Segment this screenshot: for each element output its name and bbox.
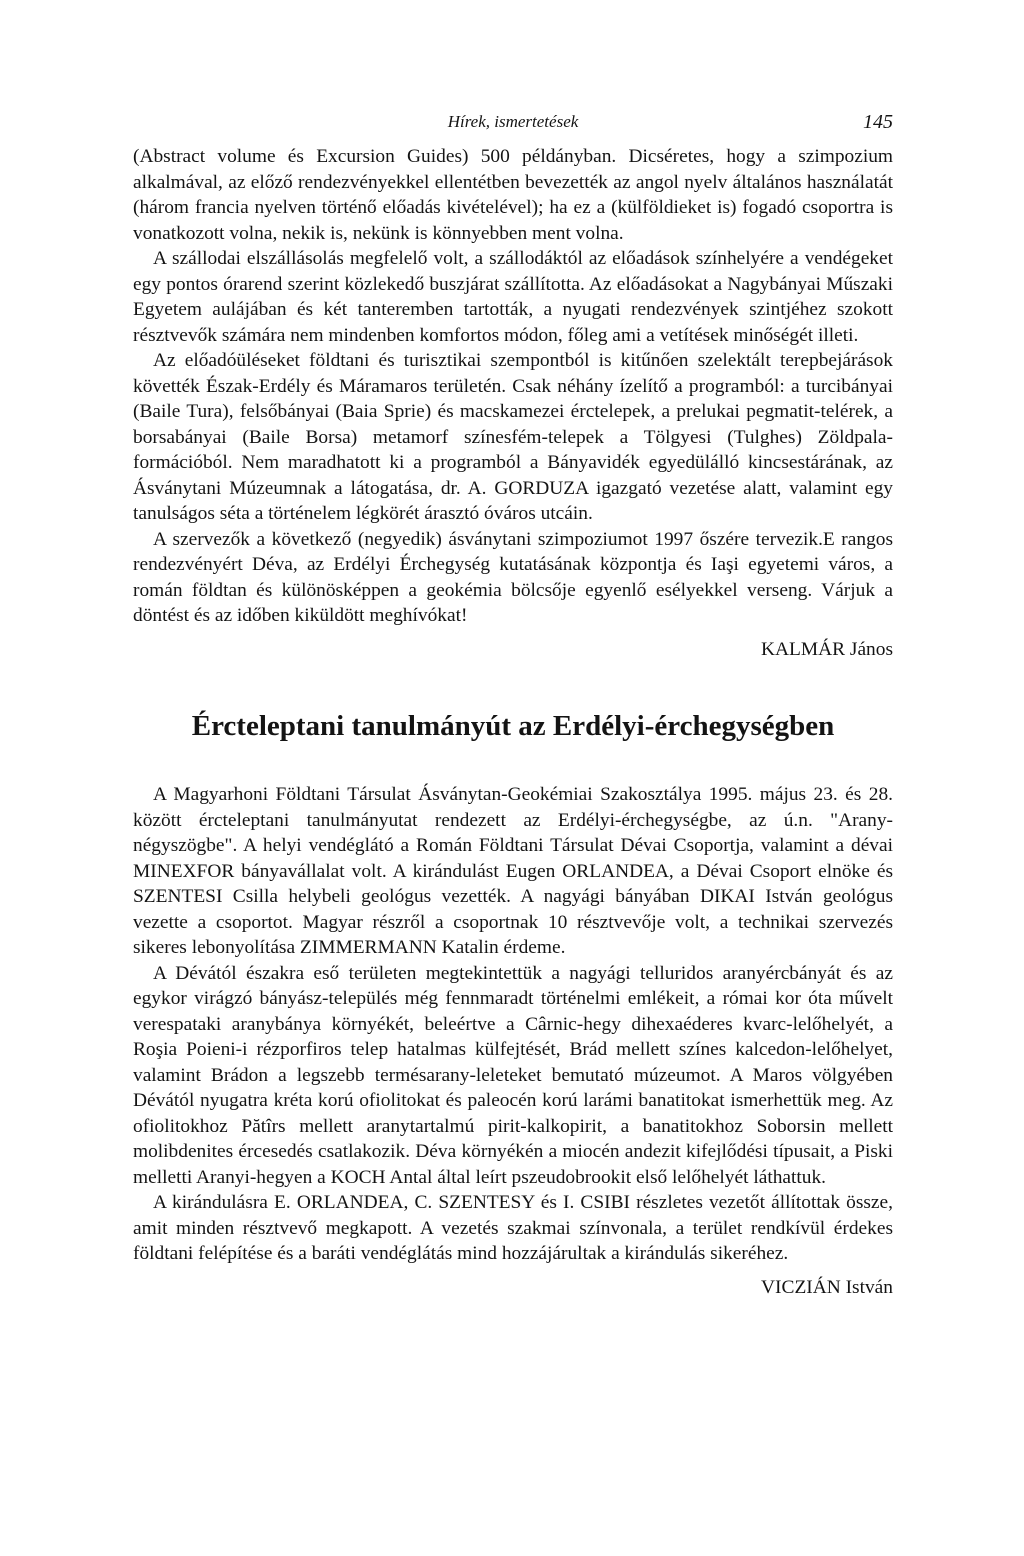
article-1-paragraph: A szállodai elszállásolás megfelelő volt, a szállodáktól az előadások színhelyére a vendégeket egy pontos órarend szerint közlekedő buszjárat szállította. Az előadásokat a Nagybányai Műszaki Egyetem aulájában és két tanteremben tartották, a nyugati rendezvények szintjéhez szokott résztvevők számára nem mindenben komfortos módon, főleg ami a vetítések minőségét illeti. <box>133 248 893 346</box>
article-1-paragraph: A szervezők a következő (negyedik) ásványtani szimpoziumot 1997 őszére tervezik.E rangos rendezvényért Déva, az Erdélyi Érchegység kutatásának központja és Iaşi egyetemi város, a román földtan és különösképpen a geokémia bölcsője egyenlő esélyekkel verseng. Várjuk a döntést és az időben kiküldött meghívókat! <box>133 528 893 626</box>
article-1-author: KALMÁR János <box>761 638 893 660</box>
article-2-title: Ércteleptani tanulmányút az Erdélyi-érchegységben <box>191 710 835 742</box>
article-2-body <box>133 782 893 1300</box>
article-2-paragraph: A kirándulásra E. ORLANDEA, C. SZENTESY és I. CSIBI részletes vezetőt állítottak össze, amit minden résztvevő megkapott. A vezetés szakmai színvonala, a terület rendkívül érdekes földtani felépítése és a baráti vendéglátás mind hozzájárultak a kirándulás sikeréhez. <box>133 1192 893 1264</box>
document-page <box>133 100 893 1300</box>
running-header-title: Hírek, ismertetések <box>447 112 579 131</box>
article-1-body <box>133 144 893 662</box>
article-1-paragraph: (Abstract volume és Excursion Guides) 500 példányban. Dicséretes, hogy a szimpozium alkalmával, az előző rendezvényekkel ellentétben bevezették az angol nyelv általános használatát (három francia nyelven történő előadás kivételével); ha ez a (külföldieket is) fogadó csoportra is vonatkozott volna, nekik is, nekünk is könnyebben ment volna. <box>133 146 893 244</box>
article-2-paragraph: A Dévától északra eső területen megtekintettük a nagyági telluridos aranyércbányát és az egykor virágzó bányász-település még fennmaradt történelmi emlékeit, a római kor óta művelt verespataki aranybánya környékét, beleértve a Cârnic-hegy dihexaéderes kvarc-lelőhelyét, a Roşia Poieni-i rézporfiros telep hatalmas külfejtését, Brád mellett színes kalcedon-lelőhelyet, valamint Brádon a legszebb termésarany-leleteket bemutató múzeumot. A Maros völgyében Dévától nyugatra kréta korú ofiolitokat és paleocén korú larámi banatitokat ismerhettük meg. Az ofiolitokhoz Pătîrs mellett aranytartalmú pirit-kalkopirit, a banatitokhoz Soborsin mellett molibdenites ércesedés csatlakozik. Déva környékén a miocén andezit kifejlődési típusait, a Piski melletti Aranyi-hegyen a KOCH Antal által leírt pszeudobrookit első lelőhelyét láthattuk. <box>133 962 893 1188</box>
running-header <box>133 100 893 144</box>
article-1-paragraph: Az előadóüléseket földtani és turisztikai szempontból is kitűnően szelektált terepbejárások követték Észak-Erdély és Máramaros területén. Csak néhány ízelítő a programból: a turcibányai (Baile Tura), felsőbányai (Baia Sprie) és macskamezei érctelepek, a prelukai pegmatit-telérek, a borsabányai (Baile Borsa) metamorf színesfém-telepek a Tölgyesi (Tulghes) Zöldpala-formációból. Nem maradhatott ki a programból a Bányavidék egyedülálló kincsestárának, az Ásványtani Múzeumnak a látogatása, dr. A. GORDUZA igazgató vezetése alatt, valamint egy tanulságos séta a történelem légkörét árasztó óváros utcáin. <box>133 350 893 524</box>
article-2-author: VICZIÁN István <box>761 1276 893 1298</box>
article-2-paragraph: A Magyarhoni Földtani Társulat Ásványtan-Geokémiai Szakosztálya 1995. május 23. és 28. között ércteleptani tanulmányutat rendezett az Erdélyi-érchegységbe, az ú.n. "Arany-négyszögbe". A helyi vendéglátó a Román Földtani Társulat Dévai Csoportja, valamint a dévai MINEXFOR bányavállalat volt. A kirándulást Eugen ORLANDEA, a Dévai Csoport elnöke és SZENTESI Csilla helybeli geológus vezették. A nagyági bányában DIKAI István geológus vezette a csoportot. Magyar részről a csoportnak 10 résztvevője volt, a technikai szervezés sikeres lebonyolítása ZIMMERMANN Katalin érdeme. <box>133 784 893 958</box>
page-number: 145 <box>863 111 893 133</box>
